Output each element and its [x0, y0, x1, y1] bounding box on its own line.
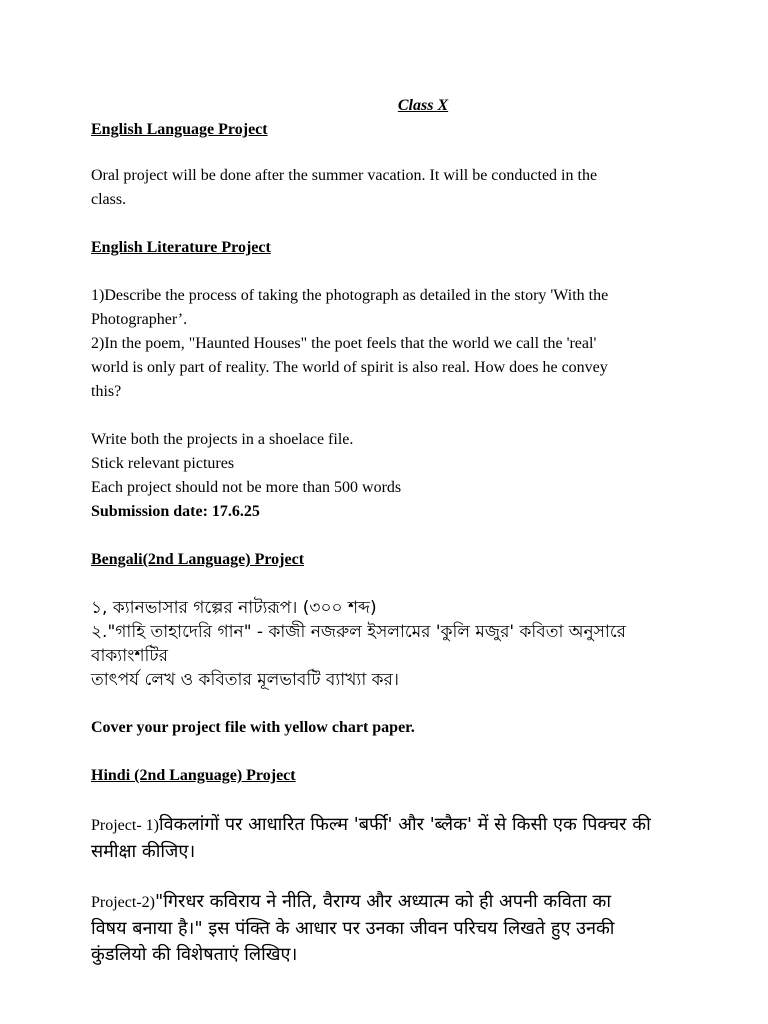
- english-literature-question-2: [91, 332, 681, 404]
- cover-note: Cover your project file with yellow chart paper.: [91, 719, 415, 736]
- text-line: कुंडलियो की विशेषताएं लिखिए।: [91, 944, 298, 965]
- text-line: world is only part of reality. The world of spirit is also real. How does he convey: [91, 359, 608, 376]
- text-line: [91, 889, 681, 916]
- hindi-project-2: [91, 889, 681, 968]
- english-literature-question-1: [91, 284, 681, 332]
- instruction-line: Stick relevant pictures: [91, 455, 235, 472]
- text-line: class.: [91, 191, 127, 208]
- english-instructions: [91, 428, 681, 524]
- text-line: 2)In the poem, "Haunted Houses" the poet feels that the world we call the 'real': [91, 335, 597, 352]
- text-line: ২."গাহি তাহাদেরি গান" - কাজী নজরুল ইসলামের 'কুলি মজুর' কবিতা অনুসারে বাক্যাংশটির: [91, 622, 627, 666]
- text-line: समीक्षा कीजिए।: [91, 841, 196, 862]
- english-language-heading: English Language Project: [91, 121, 268, 138]
- text-line: তাৎপর্য লেখ ও কবিতার মূলভাবটি ব্যাখ্যা কর।: [91, 670, 399, 690]
- text-line: विषय बनाया है।" इस पंक्ति के आधार पर उनका जीवन परिचय लिखते हुए उनकी: [91, 918, 615, 939]
- hindi-text: विकलांगों पर आधारित फिल्म 'बर्फी' और 'ब्लैक' में से किसी एक पिक्चर की: [158, 814, 651, 835]
- text-line: [91, 812, 681, 839]
- instruction-line: Write both the projects in a shoelace file.: [91, 431, 354, 448]
- text-line: Photographer’.: [91, 311, 188, 328]
- text-line: ১, ক্যানভাসার গল্পের নাট্যরূপ। (৩০০ শব্দ): [91, 598, 377, 618]
- english-language-text: [91, 164, 681, 212]
- submission-date: Submission date: 17.6.25: [91, 503, 260, 520]
- text-line: this?: [91, 383, 122, 400]
- project-2-label: Project-2): [91, 894, 155, 911]
- text-line: 1)Describe the process of taking the photograph as detailed in the story 'With the: [91, 287, 609, 304]
- hindi-text: "गिरधर कविराय ने नीति, वैराग्य और अध्यात्म को ही अपनी कविता का: [154, 891, 612, 912]
- project-1-label: Project- 1): [91, 817, 159, 834]
- bengali-heading: Bengali(2nd Language) Project: [91, 551, 305, 568]
- hindi-project-1: [91, 812, 681, 865]
- instruction-line: Each project should not be more than 500 words: [91, 479, 402, 496]
- english-literature-heading: English Literature Project: [91, 239, 271, 256]
- document-page: [91, 94, 681, 968]
- bengali-questions: [91, 596, 681, 692]
- hindi-heading: Hindi (2nd Language) Project: [91, 767, 296, 784]
- text-line: Oral project will be done after the summer vacation. It will be conducted in the: [91, 167, 598, 184]
- page-title: Class X: [397, 97, 449, 114]
